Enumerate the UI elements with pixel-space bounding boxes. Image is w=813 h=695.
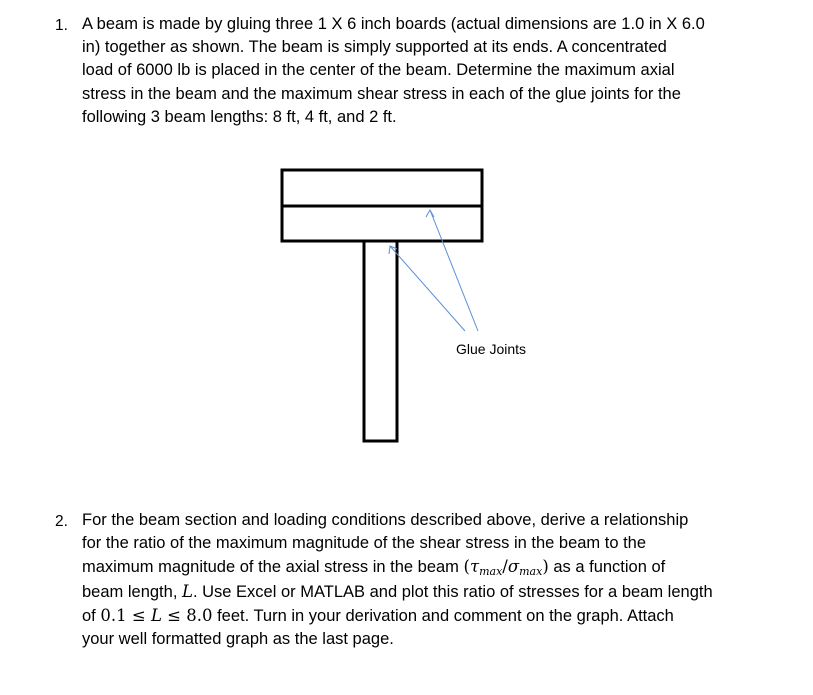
tau-subscript: max: [479, 565, 503, 579]
glue-joint-arrow-lower: [390, 246, 465, 331]
problem-2-line: your well formatted graph as the last page.: [82, 630, 394, 649]
glue-joint-arrow-upper: [430, 210, 478, 331]
sigma-max-symbol: [507, 557, 543, 579]
glue-joints-label: Glue Joints: [456, 341, 527, 357]
text-segment: . Use Excel or MATLAB and plot this ratio of stresses for a beam length: [192, 582, 713, 601]
text-segment: feet. Turn in your derivation and comment on the graph. Attach: [212, 606, 674, 625]
top-board: [282, 170, 482, 206]
tau-symbol: τ: [469, 557, 480, 577]
problem-2-line: For the beam section and loading conditions described above, derive a relationship: [82, 511, 689, 529]
problem-1-line: A beam is made by gluing three 1 X 6 inch boards (actual dimensions are 1.0 in X 6.0: [82, 15, 705, 33]
web-board: [364, 241, 397, 441]
length-symbol: L: [150, 605, 162, 625]
text-segment: maximum magnitude of the axial stress in the beam: [82, 558, 464, 577]
problem-2-number: 2.: [55, 513, 68, 530]
problem-1-line: stress in the beam and the maximum shear stress in each of the glue joints for the: [82, 84, 681, 103]
math-paren: ): [542, 557, 549, 577]
problem-1-line: load of 6000 lb is placed in the center of the beam. Determine the maximum axial: [82, 61, 675, 80]
problem-2-text: [82, 509, 787, 651]
text-segment: beam length,: [82, 582, 182, 601]
problem-2-line: for the ratio of the maximum magnitude of the shear stress in the beam to the: [82, 534, 647, 553]
sigma-subscript: max: [519, 565, 543, 579]
length-symbol: L: [181, 581, 193, 601]
problem-2-line: [82, 580, 787, 604]
range-low: 0.1: [100, 605, 127, 625]
problem-1-number: 1.: [55, 17, 68, 34]
math-slash: /: [502, 557, 508, 577]
problem-1-line: in) together as shown. The beam is simply supported at its ends. A concentrated: [82, 38, 667, 57]
problem-2-line: [82, 555, 787, 579]
text-segment: as a function of: [548, 558, 666, 577]
leq-symbol: ≤: [161, 605, 187, 625]
middle-board: [282, 206, 482, 241]
leq-symbol: ≤: [126, 605, 151, 625]
problem-2-line: [82, 604, 787, 628]
text-segment: of: [82, 606, 101, 625]
sigma-symbol: σ: [507, 557, 520, 577]
range-high: 8.0: [186, 605, 213, 625]
problem-1-line: following 3 beam lengths: 8 ft, 4 ft, and 2 ft.: [82, 107, 397, 126]
math-paren: (: [463, 557, 470, 577]
tau-max-symbol: [469, 557, 503, 579]
